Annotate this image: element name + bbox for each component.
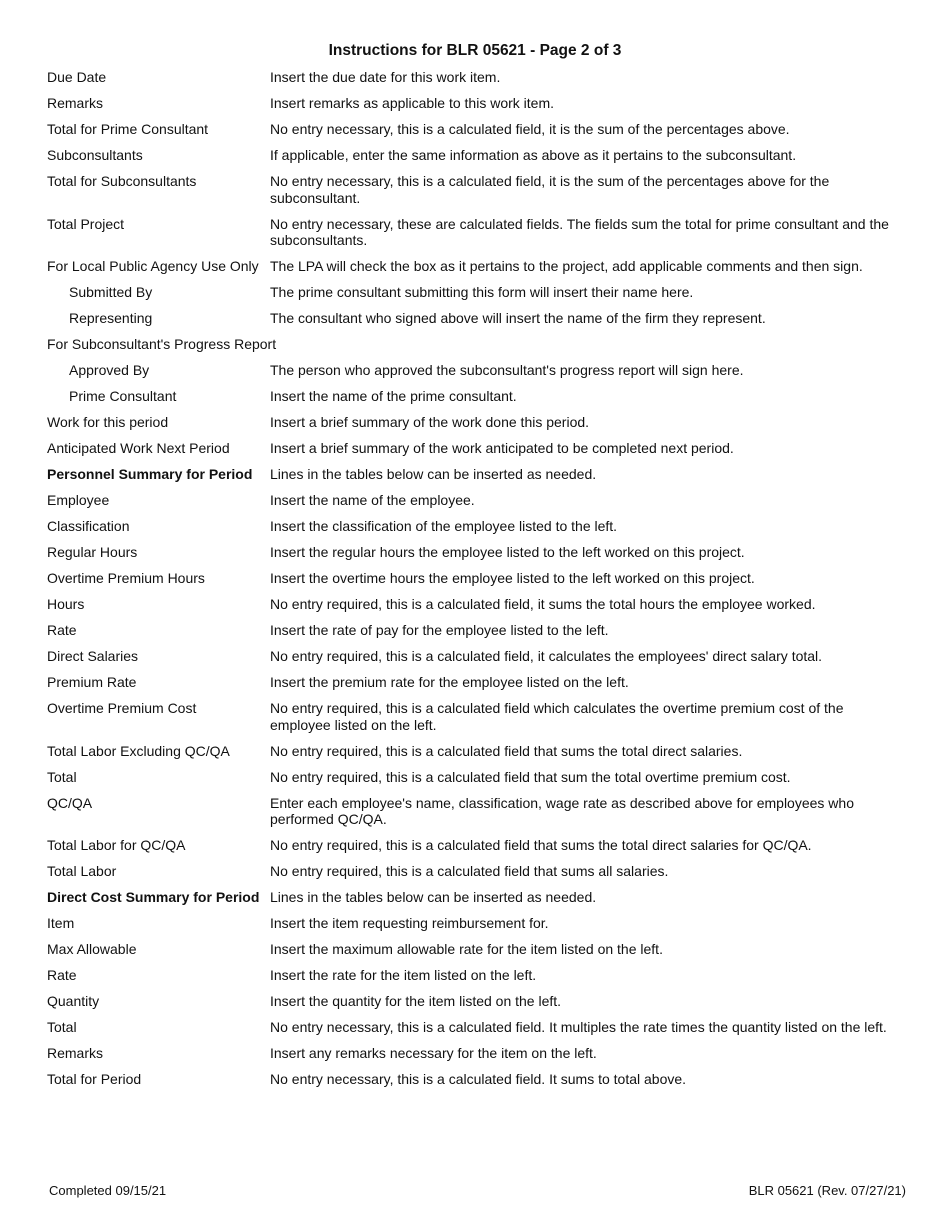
field-label: Employee bbox=[47, 492, 110, 508]
instruction-row bbox=[47, 95, 907, 112]
field-description: No entry necessary, this is a calculated field, it is the sum of the percentages above for the subconsultant. bbox=[270, 173, 830, 206]
field-description: Insert the premium rate for the employee listed on the left. bbox=[270, 674, 629, 690]
instruction-row bbox=[47, 700, 907, 733]
field-label: Total for Period bbox=[47, 1071, 142, 1087]
field-description: Lines in the tables below can be inserted as needed. bbox=[270, 889, 597, 905]
field-label: Quantity bbox=[47, 993, 100, 1009]
field-description: Insert the name of the prime consultant. bbox=[270, 388, 517, 404]
field-label: Total Labor for QC/QA bbox=[47, 837, 186, 853]
field-label: Remarks bbox=[47, 1045, 104, 1061]
instructions-list bbox=[47, 69, 907, 1097]
field-label: Total bbox=[47, 1019, 77, 1035]
instruction-row bbox=[47, 967, 907, 984]
field-description: The prime consultant submitting this form will insert their name here. bbox=[270, 284, 694, 300]
instruction-row bbox=[47, 147, 907, 164]
field-label: Total for Subconsultants bbox=[47, 173, 197, 189]
field-label: Regular Hours bbox=[47, 544, 138, 560]
field-label: Premium Rate bbox=[47, 674, 137, 690]
field-description: Insert any remarks necessary for the item on the left. bbox=[270, 1045, 597, 1061]
instruction-row bbox=[47, 769, 907, 786]
field-description: Insert the rate for the item listed on the left. bbox=[270, 967, 537, 983]
field-label: Personnel Summary for Period bbox=[47, 466, 253, 482]
instruction-row bbox=[47, 1071, 907, 1088]
field-description: No entry required, this is a calculated field that sums the total direct salaries for QC/QA. bbox=[270, 837, 812, 853]
field-description: Enter each employee's name, classification, wage rate as described above for employees who performed QC/QA. bbox=[270, 794, 854, 827]
instruction-row bbox=[47, 993, 907, 1010]
instruction-row bbox=[47, 492, 907, 509]
page-title: Instructions for BLR 05621 - Page 2 of 3 bbox=[328, 42, 622, 59]
field-description: No entry required, this is a calculated field that sum the total overtime premium cost. bbox=[270, 768, 791, 785]
field-label: Hours bbox=[47, 596, 85, 612]
instruction-row bbox=[47, 362, 907, 379]
instruction-row bbox=[47, 69, 907, 86]
field-label: Approved By bbox=[69, 362, 150, 378]
field-description: Insert remarks as applicable to this work item. bbox=[270, 95, 554, 111]
instruction-row bbox=[47, 388, 907, 405]
field-description: No entry required, this is a calculated field which calculates the overtime premium cost of the employee listed on the left. bbox=[270, 700, 844, 733]
instruction-row bbox=[47, 674, 907, 691]
field-label: Work for this period bbox=[47, 414, 169, 430]
field-label: Submitted By bbox=[69, 284, 153, 300]
instruction-row bbox=[47, 173, 907, 206]
field-description: No entry required, this is a calculated field, it sums the total hours the employee worked. bbox=[270, 596, 816, 612]
field-label: Classification bbox=[47, 518, 130, 534]
instruction-row bbox=[47, 1019, 907, 1036]
field-label: Overtime Premium Hours bbox=[47, 570, 205, 586]
field-description: If applicable, enter the same information as above as it pertains to the subconsultant. bbox=[270, 147, 797, 163]
instruction-row bbox=[47, 310, 907, 327]
instruction-row bbox=[47, 466, 907, 483]
field-label: Item bbox=[47, 915, 75, 931]
field-label: Subconsultants bbox=[47, 147, 143, 163]
field-label: Total Labor bbox=[47, 863, 117, 879]
field-label: Total for Prime Consultant bbox=[47, 121, 209, 137]
instruction-row bbox=[47, 596, 907, 613]
field-description: No entry necessary, these are calculated fields. The fields sum the total for prime consultant and the subconsultants. bbox=[270, 215, 889, 248]
field-description: Insert the name of the employee. bbox=[270, 492, 475, 508]
field-description: No entry required, this is a calculated field that sums all salaries. bbox=[270, 863, 669, 879]
field-description: Insert the maximum allowable rate for the item listed on the left. bbox=[270, 941, 663, 957]
instruction-row bbox=[47, 258, 907, 275]
field-description: No entry required, this is a calculated field, it calculates the employees' direct salary total. bbox=[270, 648, 823, 664]
field-label: For Local Public Agency Use Only bbox=[47, 258, 259, 274]
instruction-row bbox=[47, 837, 907, 854]
field-label: Direct Salaries bbox=[47, 648, 139, 664]
field-description: The consultant who signed above will insert the name of the firm they represent. bbox=[270, 310, 766, 326]
instruction-row bbox=[47, 544, 907, 561]
instruction-row bbox=[47, 440, 907, 457]
field-description: Insert the classification of the employee listed to the left. bbox=[270, 518, 618, 534]
field-description: No entry necessary, this is a calculated field, it is the sum of the percentages above. bbox=[270, 121, 790, 137]
instruction-row bbox=[47, 216, 907, 249]
field-label: Total Labor Excluding QC/QA bbox=[47, 742, 230, 759]
footer-form-id: BLR 05621 (Rev. 07/27/21) bbox=[748, 1183, 906, 1198]
instruction-row bbox=[47, 648, 907, 665]
field-label: Remarks bbox=[47, 95, 104, 111]
field-label: Representing bbox=[69, 310, 153, 326]
field-label: Due Date bbox=[47, 69, 107, 85]
field-label: Total Project bbox=[47, 215, 125, 232]
field-label: Direct Cost Summary for Period bbox=[47, 889, 260, 905]
field-label: Total bbox=[47, 768, 77, 785]
instruction-row bbox=[47, 121, 907, 138]
field-label: Rate bbox=[47, 622, 77, 638]
field-description: Insert the overtime hours the employee listed to the left worked on this project. bbox=[270, 570, 755, 586]
instruction-row bbox=[47, 915, 907, 932]
field-description: Insert the item requesting reimbursement for. bbox=[270, 915, 549, 931]
field-description: Insert the quantity for the item listed on the left. bbox=[270, 993, 562, 1009]
instruction-row bbox=[47, 336, 907, 353]
instruction-row bbox=[47, 414, 907, 431]
field-label: For Subconsultant's Progress Report bbox=[47, 336, 277, 352]
instruction-row bbox=[47, 570, 907, 587]
instruction-row bbox=[47, 863, 907, 880]
field-label: QC/QA bbox=[47, 794, 93, 811]
instruction-row bbox=[47, 795, 907, 828]
instruction-row bbox=[47, 1045, 907, 1062]
field-description: The LPA will check the box as it pertains to the project, add applicable comments and then sign. bbox=[270, 258, 863, 274]
field-label: Rate bbox=[47, 967, 77, 983]
field-description: No entry necessary, this is a calculated field. It multiples the rate times the quantity listed on the left. bbox=[270, 1019, 887, 1035]
field-label: Overtime Premium Cost bbox=[47, 700, 197, 716]
field-description: No entry necessary, this is a calculated field. It sums to total above. bbox=[270, 1071, 687, 1087]
instruction-row bbox=[47, 284, 907, 301]
field-label: Max Allowable bbox=[47, 941, 137, 957]
footer-completed: Completed 09/15/21 bbox=[49, 1183, 167, 1198]
field-description: Insert the regular hours the employee listed to the left worked on this project. bbox=[270, 544, 745, 560]
field-label: Prime Consultant bbox=[69, 388, 177, 404]
instruction-row bbox=[47, 622, 907, 639]
field-description: Insert the rate of pay for the employee listed to the left. bbox=[270, 622, 609, 638]
instruction-row bbox=[47, 518, 907, 535]
instruction-row bbox=[47, 743, 907, 760]
field-description: Insert the due date for this work item. bbox=[270, 69, 501, 85]
instruction-row bbox=[47, 941, 907, 958]
field-label: Anticipated Work Next Period bbox=[47, 440, 230, 456]
field-description: Insert a brief summary of the work anticipated to be completed next period. bbox=[270, 440, 734, 456]
field-description: No entry required, this is a calculated field that sums the total direct salaries. bbox=[270, 742, 743, 759]
field-description: Insert a brief summary of the work done this period. bbox=[270, 414, 590, 430]
field-description: Lines in the tables below can be inserted as needed. bbox=[270, 466, 597, 482]
instruction-row bbox=[47, 889, 907, 906]
field-description: The person who approved the subconsultant's progress report will sign here. bbox=[270, 362, 744, 378]
